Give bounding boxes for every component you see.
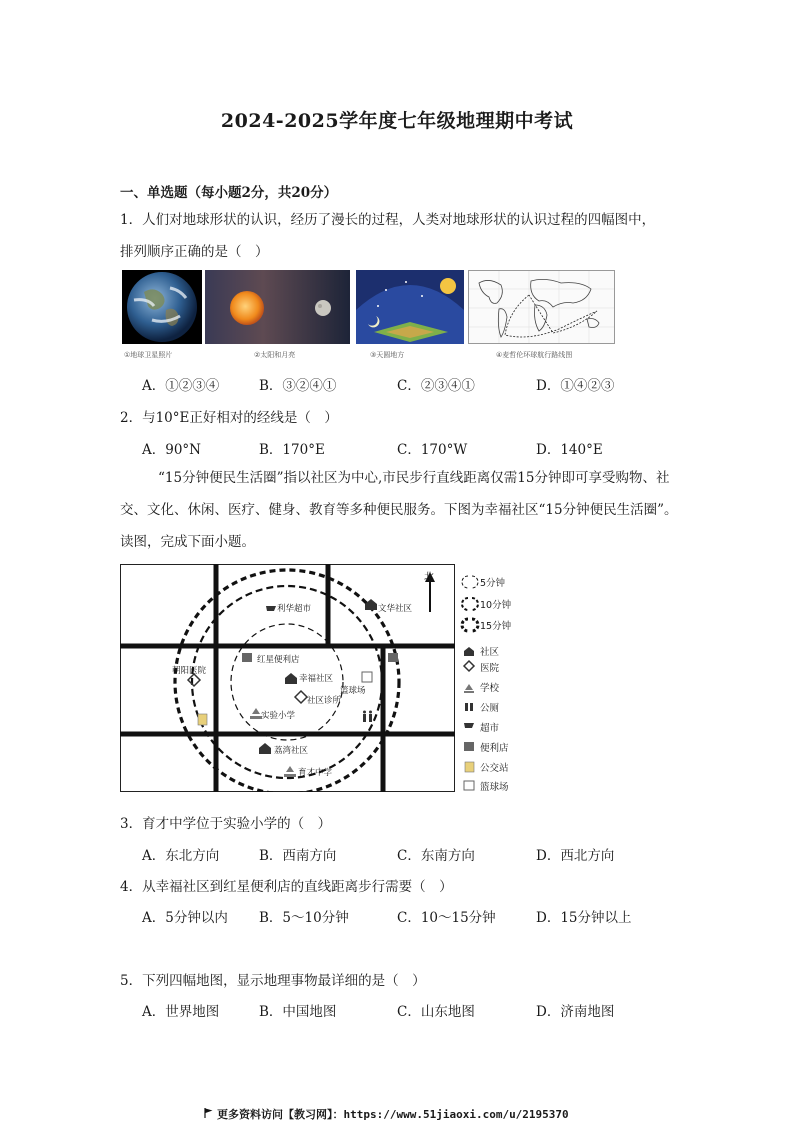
sun-moon-image bbox=[205, 270, 350, 344]
footer-text: 更多资料访问【教习网】：https://www.51jiaoxi.com/u/2195370 bbox=[217, 1108, 569, 1121]
q5-option-d[interactable]: D．济南地图 bbox=[536, 1004, 615, 1020]
legend-bus-stop: 公交站 bbox=[480, 763, 509, 774]
legend-10min: 10分钟 bbox=[480, 600, 512, 611]
q2-option-c[interactable]: C．170°W bbox=[397, 442, 468, 458]
q3-stem: 3．育才中学位于实验小学的（ ） bbox=[120, 816, 332, 832]
map-label-liwan: 荔湾社区 bbox=[274, 746, 309, 756]
q4-option-b[interactable]: B．5～10分钟 bbox=[259, 910, 349, 926]
map-label-xingfu: 幸福社区 bbox=[299, 674, 334, 684]
caption-1: ①地球卫星照片 bbox=[124, 351, 173, 359]
map-label-school: 实验小学 bbox=[261, 711, 296, 721]
legend-supermarket: 超市 bbox=[480, 723, 500, 734]
q4-stem: 4．从幸福社区到红星便利店的直线距离步行需要（ ） bbox=[120, 879, 453, 895]
legend-toilet: 公厕 bbox=[480, 703, 500, 714]
caption-2: ②太阳和月亮 bbox=[254, 351, 296, 359]
q3-option-d[interactable]: D．西北方向 bbox=[536, 848, 615, 864]
community-map bbox=[120, 564, 455, 792]
legend-15min: 15分钟 bbox=[480, 621, 512, 632]
map-label-wenhua: 文华社区 bbox=[378, 604, 413, 614]
map-legend bbox=[460, 572, 530, 792]
q1-option-d[interactable]: D．①④②③ bbox=[536, 378, 615, 394]
q5-stem: 5．下列四幅地图，显示地理事物最详细的是（ ） bbox=[120, 973, 426, 989]
map-label-clinic: 社区诊所 bbox=[307, 696, 342, 706]
q1-stem-line2: 排列顺序正确的是（ ） bbox=[120, 244, 269, 260]
map-label-chaoyang: 朝阳医院 bbox=[172, 666, 207, 676]
q2-option-d[interactable]: D．140°E bbox=[536, 442, 603, 458]
north-label: 北 bbox=[424, 572, 434, 583]
q2-option-b[interactable]: B．170°E bbox=[259, 442, 325, 458]
q2-stem: 2．与10°E正好相对的经线是（ ） bbox=[120, 410, 338, 426]
map-label-yucai: 育才中学 bbox=[298, 768, 333, 778]
round-sky-image bbox=[356, 270, 464, 344]
q1-option-c[interactable]: C．②③④① bbox=[397, 378, 475, 394]
legend-5min: 5分钟 bbox=[480, 578, 506, 589]
q2-option-a[interactable]: A．90°N bbox=[142, 442, 201, 458]
flag-icon bbox=[204, 1108, 213, 1121]
q3-option-b[interactable]: B．西南方向 bbox=[259, 848, 337, 864]
legend-store: 便利店 bbox=[480, 743, 509, 754]
map-label-court: 篮球场 bbox=[340, 686, 366, 696]
legend-community: 社区 bbox=[480, 647, 500, 658]
map-label-hongxing: 红星便利店 bbox=[257, 655, 300, 665]
legend-court: 篮球场 bbox=[480, 782, 509, 793]
reading-passage: “15分钟便民生活圈”指以社区为中心,市民步行直线距离仅需15分钟即可享受购物、社交、文化、休闲、医疗、健身、教育等多种便民服务。下图为幸福社区“15分钟便民生活圈”。读图，完成下面小题。 bbox=[120, 470, 678, 550]
section-heading: 一、单选题（每小题2分，共20分） bbox=[120, 185, 338, 201]
q1-option-b[interactable]: B．③②④① bbox=[259, 378, 337, 394]
exam-title: 2024-2025学年度七年级地理期中考试 bbox=[220, 110, 574, 132]
q4-option-d[interactable]: D．15分钟以上 bbox=[536, 910, 632, 926]
legend-school: 学校 bbox=[480, 683, 500, 694]
caption-4: ④麦哲伦环球航行路线图 bbox=[496, 351, 573, 359]
caption-3: ③天圆地方 bbox=[370, 351, 405, 359]
q4-option-a[interactable]: A．5分钟以内 bbox=[142, 910, 228, 926]
q5-option-a[interactable]: A．世界地图 bbox=[142, 1004, 220, 1020]
q3-option-c[interactable]: C．东南方向 bbox=[397, 848, 475, 864]
q5-option-c[interactable]: C．山东地图 bbox=[397, 1004, 475, 1020]
legend-hospital: 医院 bbox=[480, 663, 500, 674]
q1-stem-line1: 1．人们对地球形状的认识，经历了漫长的过程，人类对地球形状的认识过程的四幅图中， bbox=[120, 212, 656, 228]
q3-option-a[interactable]: A．东北方向 bbox=[142, 848, 220, 864]
earth-satellite-image bbox=[122, 270, 202, 344]
q5-option-b[interactable]: B．中国地图 bbox=[259, 1004, 337, 1020]
footer-link[interactable] bbox=[204, 1106, 569, 1122]
q4-option-c[interactable]: C．10～15分钟 bbox=[397, 910, 496, 926]
q1-option-a[interactable]: A．①②③④ bbox=[142, 378, 220, 394]
map-label-lihua: 利华超市 bbox=[277, 604, 312, 614]
magellan-route-image bbox=[468, 270, 615, 344]
